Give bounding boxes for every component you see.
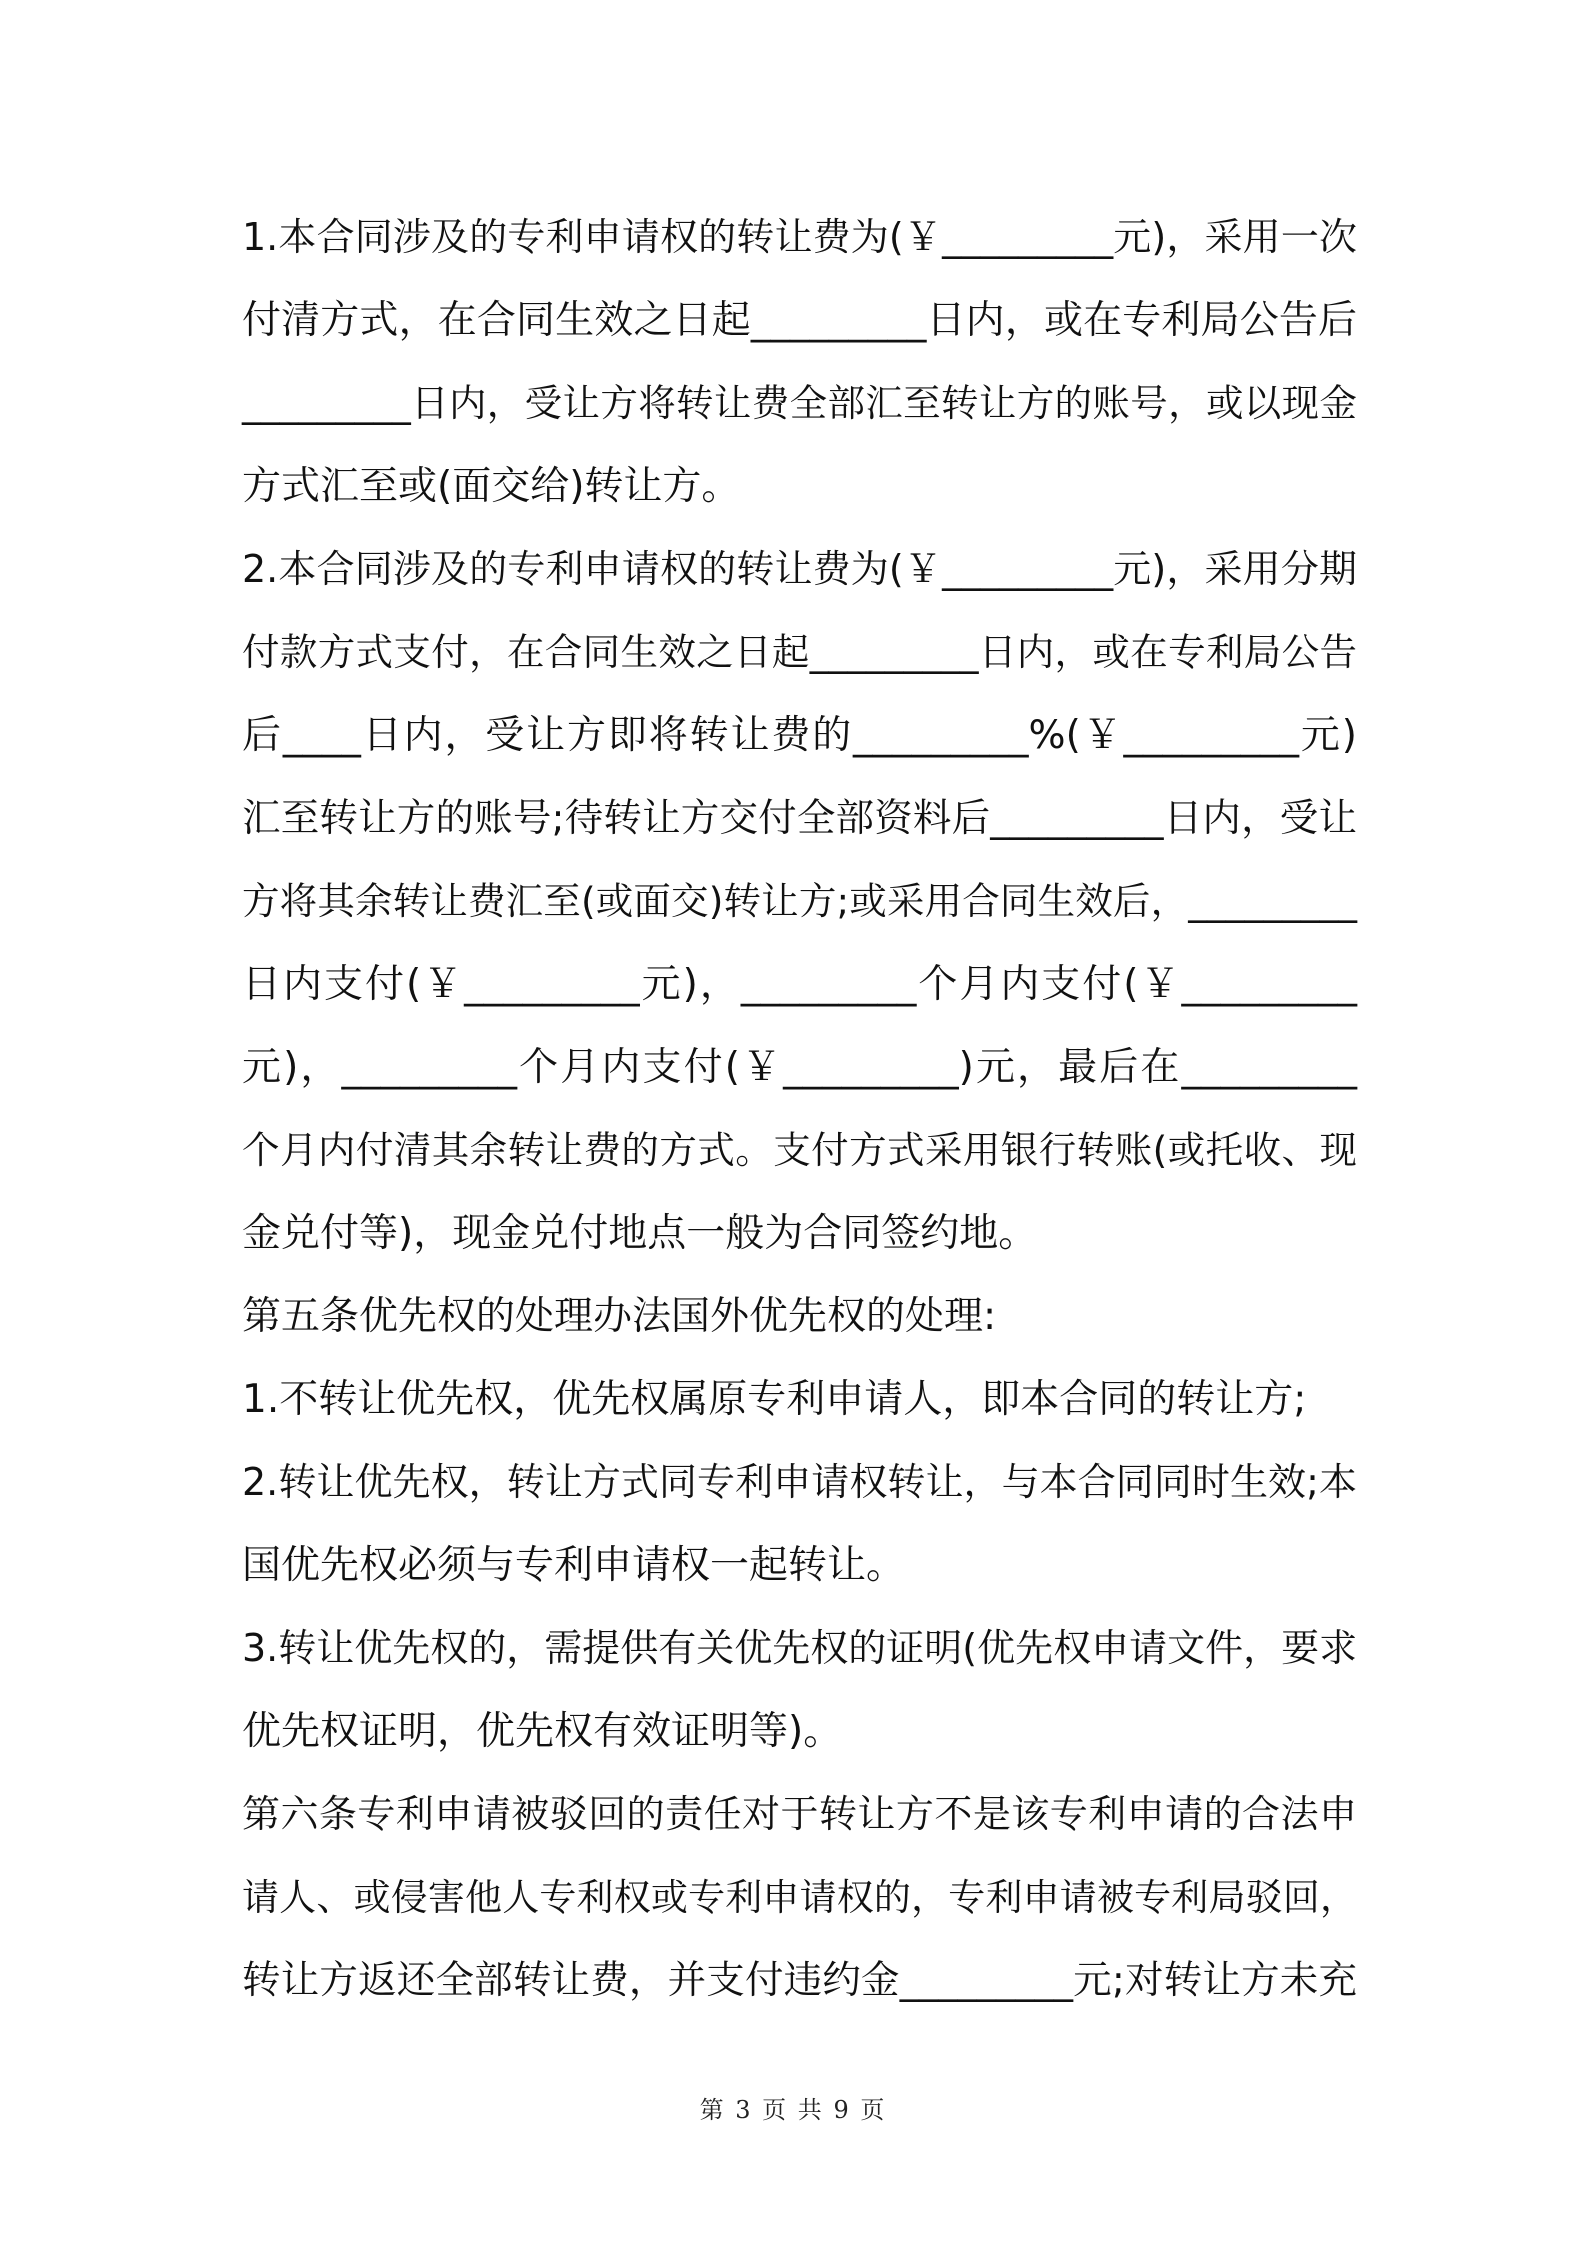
section-heading: 第六条专利申请被驳回的责任对于转让方不是该专利申请的合法申 — [242, 1792, 1357, 1836]
text-line: 个月内付清其余转让费的方式。支付方式采用银行转账(或托收、现 — [242, 1128, 1357, 1172]
section-heading: 第五条优先权的处理办法国外优先权的处理: — [242, 1294, 997, 1339]
text-line: 国优先权必须与专利申请权一起转让。 — [242, 1543, 906, 1588]
text-line: 1.本合同涉及的专利申请权的转让费为(￥_________元)，采用一次 — [242, 215, 1357, 259]
text-line: 日内支付(￥_________元)，_________个月内支付(￥_________ — [242, 962, 1357, 1007]
text-line: 请人、或侵害他人专利权或专利申请权的，专利申请被专利局驳回， — [242, 1876, 1357, 1919]
text-line: 1.不转让优先权，优先权属原专利申请人，即本合同的转让方; — [242, 1377, 1307, 1422]
text-line: 后____日内，受让方即将转让费的_________%(￥_________元) — [242, 713, 1357, 758]
document-body — [242, 196, 1357, 2022]
text-line: 金兑付等)，现金兑付地点一般为合同签约地。 — [242, 1211, 1038, 1256]
text-line: 2.本合同涉及的专利申请权的转让费为(￥_________元)，采用分期 — [242, 547, 1357, 591]
text-line: 元)，_________个月内支付(￥_________)元，最后在_________ — [242, 1045, 1357, 1090]
text-line: 付款方式支付，在合同生效之日起_________日内，或在专利局公告 — [242, 630, 1357, 674]
text-line: 3.转让优先权的，需提供有关优先权的证明(优先权申请文件，要求 — [242, 1626, 1358, 1670]
text-line: 汇至转让方的账号;待转让方交付全部资料后_________日内，受让 — [242, 796, 1357, 841]
text-line: 方式汇至或(面交给)转让方。 — [242, 464, 741, 509]
text-line: 转让方返还全部转让费，并支付违约金_________元;对转让方未充 — [242, 1958, 1357, 2003]
page-number-footer: 第 3 页 共 9 页 — [699, 2096, 887, 2124]
text-line: _________日内，受让方将转让费全部汇至转让方的账号，或以现金 — [242, 381, 1357, 425]
text-line: 付清方式，在合同生效之日起_________日内，或在专利局公告后 — [242, 298, 1357, 343]
text-line: 优先权证明，优先权有效证明等)。 — [242, 1709, 843, 1754]
text-line: 方将其余转让费汇至(或面交)转让方;或采用合同生效后，_________ — [242, 879, 1357, 923]
text-line: 2.转让优先权，转让方式同专利申请权转让，与本合同同时生效;本 — [242, 1460, 1357, 1504]
